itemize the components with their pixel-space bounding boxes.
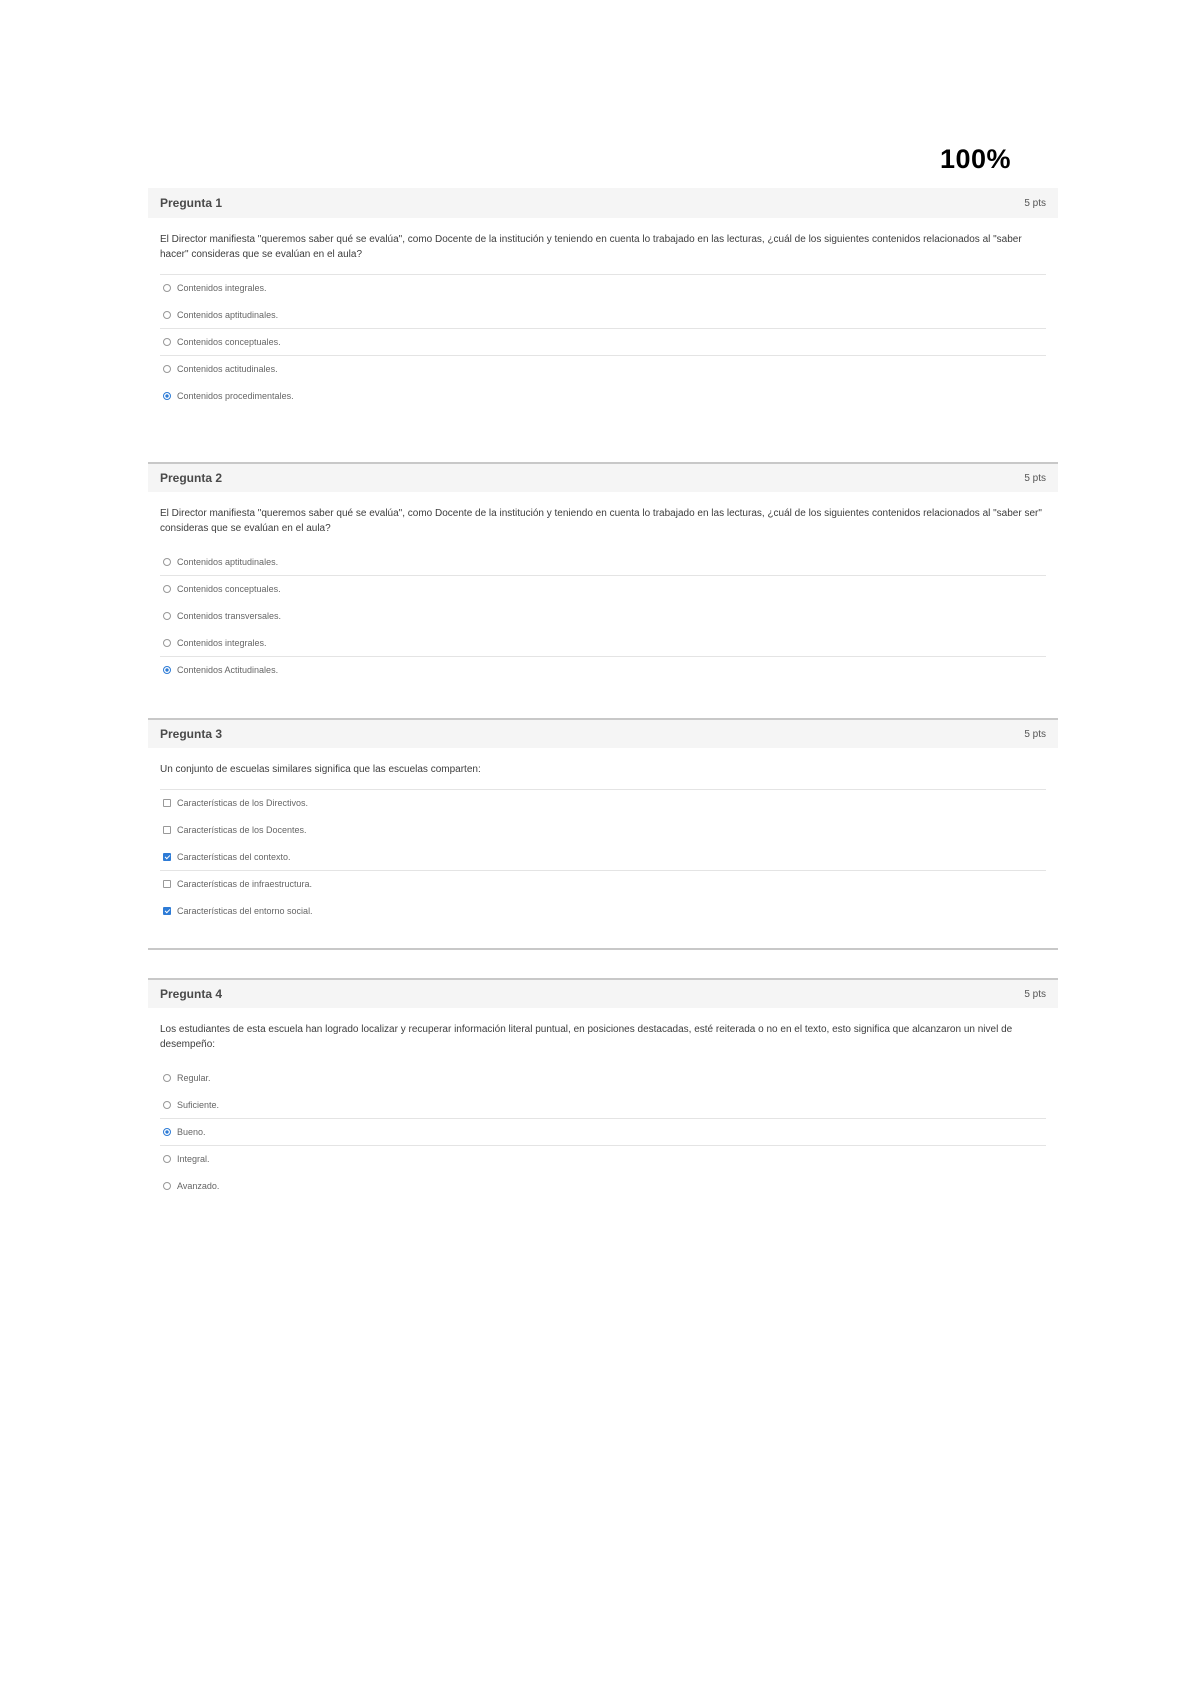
answer-list <box>160 274 1046 409</box>
question-text: El Director manifiesta "queremos saber qué se evalúa", como Docente de la institución y teniendo en cuenta lo trabajado en las lecturas, ¿cuál de los siguientes contenidos relacionados al "saber ser" consideras que se evalúan en el aula? <box>160 508 1042 534</box>
answer-option[interactable] <box>160 897 1046 924</box>
answer-option[interactable] <box>160 816 1046 843</box>
question-title: Pregunta 3 <box>160 727 223 741</box>
radio-button[interactable] <box>163 1101 171 1109</box>
question-1 <box>148 188 1058 409</box>
question-title: Pregunta 4 <box>160 987 223 1001</box>
question-text: Un conjunto de escuelas similares significa que las escuelas comparten: <box>160 764 481 775</box>
answer-label: Contenidos aptitudinales. <box>177 310 279 320</box>
answer-option[interactable] <box>160 602 1046 629</box>
radio-button[interactable] <box>163 639 171 647</box>
answer-label: Contenidos Actitudinales. <box>177 665 279 675</box>
score-percentage: 100% <box>940 144 1012 174</box>
answer-option[interactable] <box>160 1118 1046 1145</box>
answer-label: Características del contexto. <box>177 852 291 862</box>
question-points: 5 pts <box>1024 472 1046 484</box>
section-divider <box>148 948 1058 950</box>
answer-label: Contenidos conceptuales. <box>177 584 281 594</box>
question-points: 5 pts <box>1024 728 1046 740</box>
checkbox[interactable] <box>163 826 171 834</box>
radio-button[interactable] <box>163 1182 171 1190</box>
radio-button[interactable] <box>163 284 171 292</box>
answer-option[interactable] <box>160 843 1046 870</box>
answer-label: Características del entorno social. <box>177 906 313 916</box>
radio-button[interactable] <box>163 365 171 373</box>
answer-option[interactable] <box>160 1172 1046 1199</box>
answer-option[interactable] <box>160 1064 1046 1091</box>
answer-label: Contenidos transversales. <box>177 611 282 621</box>
question-title: Pregunta 1 <box>160 196 223 210</box>
answer-label: Contenidos actitudinales. <box>177 364 278 374</box>
radio-button[interactable] <box>163 311 171 319</box>
radio-button[interactable] <box>163 558 171 566</box>
answer-label: Suficiente. <box>177 1100 220 1110</box>
answer-option[interactable] <box>160 548 1046 575</box>
question-text: Los estudiantes de esta escuela han logrado localizar y recuperar información literal puntual, en posiciones destacadas, esté reiterada o no en el texto, esto significa que alcanzaron un nivel de desempeño: <box>160 1024 1013 1050</box>
question-2 <box>148 462 1058 683</box>
answer-option[interactable] <box>160 789 1046 816</box>
radio-button[interactable] <box>163 338 171 346</box>
answer-option[interactable] <box>160 629 1046 656</box>
answer-option[interactable] <box>160 328 1046 355</box>
radio-button-selected[interactable] <box>163 392 171 400</box>
question-header <box>148 978 1058 1008</box>
checkbox-checked[interactable] <box>163 853 171 861</box>
answer-label: Características de los Docentes. <box>177 825 307 835</box>
question-points: 5 pts <box>1024 988 1046 1000</box>
answer-option[interactable] <box>160 870 1046 897</box>
question-text: El Director manifiesta "queremos saber qué se evalúa", como Docente de la institución y teniendo en cuenta lo trabajado en las lecturas, ¿cuál de los siguientes contenidos relacionados al "saber hacer" consideras que se evalúan en el aula? <box>160 234 1022 260</box>
radio-button-selected[interactable] <box>163 666 171 674</box>
radio-button[interactable] <box>163 585 171 593</box>
answer-label: Contenidos procedimentales. <box>177 391 294 401</box>
answer-option[interactable] <box>160 575 1046 602</box>
answer-label: Avanzado. <box>177 1181 220 1191</box>
checkbox[interactable] <box>163 799 171 807</box>
answer-option[interactable] <box>160 656 1046 683</box>
answer-option[interactable] <box>160 355 1046 382</box>
question-header <box>148 718 1058 748</box>
question-4 <box>148 978 1058 1199</box>
question-title: Pregunta 2 <box>160 471 223 485</box>
answer-list <box>160 548 1046 683</box>
checkbox[interactable] <box>163 880 171 888</box>
answer-list <box>160 1064 1046 1199</box>
radio-button[interactable] <box>163 1074 171 1082</box>
radio-button-selected[interactable] <box>163 1128 171 1136</box>
question-header <box>148 462 1058 492</box>
answer-label: Contenidos conceptuales. <box>177 337 281 347</box>
answer-list <box>160 789 1046 924</box>
answer-label: Características de los Directivos. <box>177 798 309 808</box>
answer-label: Contenidos integrales. <box>177 283 267 293</box>
answer-label: Regular. <box>177 1073 211 1083</box>
answer-option[interactable] <box>160 1091 1046 1118</box>
answer-option[interactable] <box>160 301 1046 328</box>
answer-option[interactable] <box>160 1145 1046 1172</box>
question-header <box>148 188 1058 218</box>
radio-button[interactable] <box>163 612 171 620</box>
question-3 <box>148 718 1058 924</box>
answer-option[interactable] <box>160 382 1046 409</box>
answer-option[interactable] <box>160 274 1046 301</box>
answer-label: Contenidos integrales. <box>177 638 267 648</box>
answer-label: Bueno. <box>177 1127 206 1137</box>
radio-button[interactable] <box>163 1155 171 1163</box>
answer-label: Contenidos aptitudinales. <box>177 557 279 567</box>
question-points: 5 pts <box>1024 197 1046 209</box>
answer-label: Características de infraestructura. <box>177 879 313 889</box>
answer-label: Integral. <box>177 1154 210 1164</box>
checkbox-checked[interactable] <box>163 907 171 915</box>
